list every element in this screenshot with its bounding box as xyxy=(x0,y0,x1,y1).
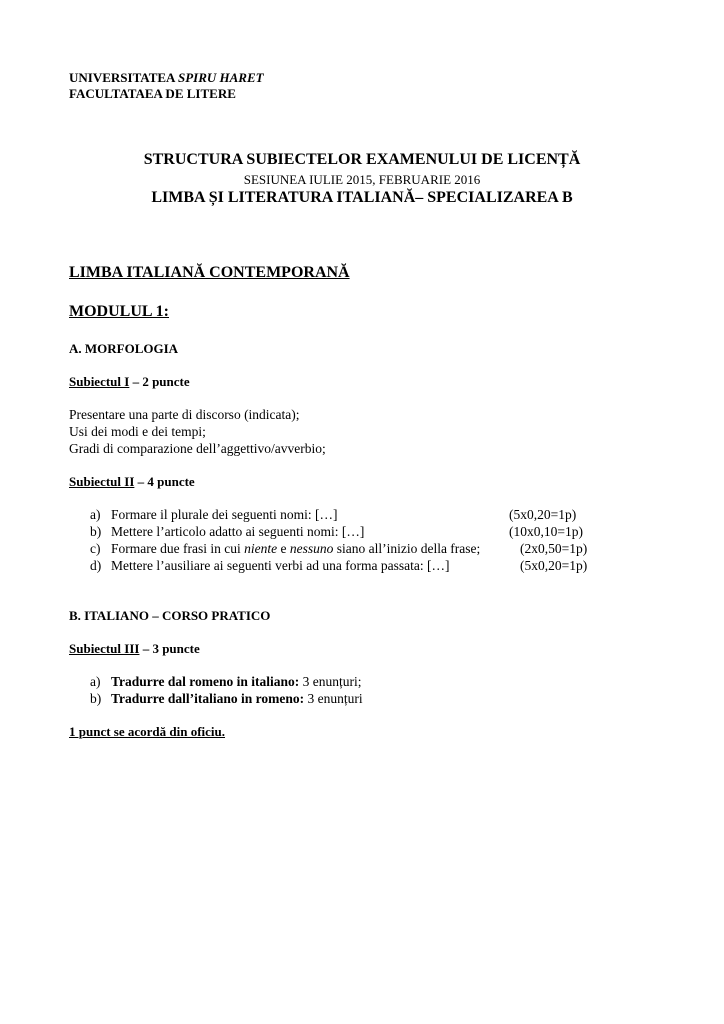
list-item-text: Formare il plurale dei seguenti nomi: […] xyxy=(111,507,338,522)
list-item xyxy=(90,541,480,557)
exam-title: STRUCTURA SUBIECTELOR EXAMENULUI DE LICENȚĂ xyxy=(143,151,581,168)
list-marker: c) xyxy=(90,541,101,556)
faculty-line: FACULTATAEA DE LITERE xyxy=(69,86,236,101)
list-marker: a) xyxy=(90,507,101,522)
italic-word: nessuno xyxy=(289,541,334,556)
list-item xyxy=(90,691,363,707)
university-prefix: UNIVERSITATEA xyxy=(69,70,175,85)
part-a-heading: A. MORFOLOGIA xyxy=(69,341,179,356)
subject-3-label: Subiectul III xyxy=(69,641,140,656)
university-name: SPIRU HARET xyxy=(177,70,264,85)
item-score: (5x0,20=1p) xyxy=(520,558,588,573)
item-score: (10x0,10=1p) xyxy=(509,524,583,539)
module-heading: MODULUL 1: xyxy=(69,303,169,320)
footer-note: 1 punct se acordă din oficiu. xyxy=(69,724,226,739)
item-score: (5x0,20=1p) xyxy=(509,507,577,522)
subject-1-line: Usi dei modi e dei tempi; xyxy=(69,424,206,439)
list-item xyxy=(90,674,362,690)
university-line xyxy=(69,70,264,85)
item-score: (2x0,50=1p) xyxy=(520,541,588,556)
list-item-text: Mettere l’ausiliare ai seguenti verbi ad una forma passata: […] xyxy=(111,558,450,573)
list-item-text: siano all’inizio della frase; xyxy=(333,541,481,556)
subject-2-label: Subiectul II xyxy=(69,474,135,489)
list-item xyxy=(90,524,364,540)
section-heading: LIMBA ITALIANĂ CONTEMPORANĂ xyxy=(69,264,350,281)
subject-1-heading xyxy=(69,374,190,390)
list-item-text: e xyxy=(277,541,290,556)
italic-word: niente xyxy=(244,541,278,556)
exam-specialization: LIMBA ȘI LITERATURA ITALIANĂ– SPECIALIZAREA B xyxy=(151,189,573,206)
list-marker: d) xyxy=(90,558,102,573)
exam-session: SESIUNEA IULIE 2015, FEBRUARIE 2016 xyxy=(243,172,481,187)
list-item xyxy=(90,558,450,574)
subject-3-heading xyxy=(69,641,200,657)
list-marker: b) xyxy=(90,524,102,539)
list-marker: a) xyxy=(90,674,101,689)
list-item-text: Formare due frasi in cui xyxy=(111,541,245,556)
subject-1-label: Subiectul I xyxy=(69,374,130,389)
list-item xyxy=(90,507,337,523)
subject-1-line: Presentare una parte di discorso (indicata); xyxy=(69,407,300,422)
list-item-bold: Tradurre dal romeno in italiano: xyxy=(111,674,300,689)
subject-2-points: – 4 puncte xyxy=(134,474,195,489)
list-item-text: Mettere l’articolo adatto ai seguenti nomi: […] xyxy=(111,524,365,539)
part-b-heading: B. ITALIANO – CORSO PRATICO xyxy=(69,608,271,623)
list-marker: b) xyxy=(90,691,102,706)
list-item-bold: Tradurre dall’italiano in romeno: xyxy=(111,691,305,706)
subject-2-heading xyxy=(69,474,195,490)
list-item-text: 3 enunțuri; xyxy=(299,674,362,689)
list-item-text: 3 enunțuri xyxy=(304,691,363,706)
subject-3-points: – 3 puncte xyxy=(139,641,200,656)
subject-1-line: Gradi di comparazione dell’aggettivo/avverbio; xyxy=(69,441,326,456)
subject-1-points: – 2 puncte xyxy=(129,374,190,389)
